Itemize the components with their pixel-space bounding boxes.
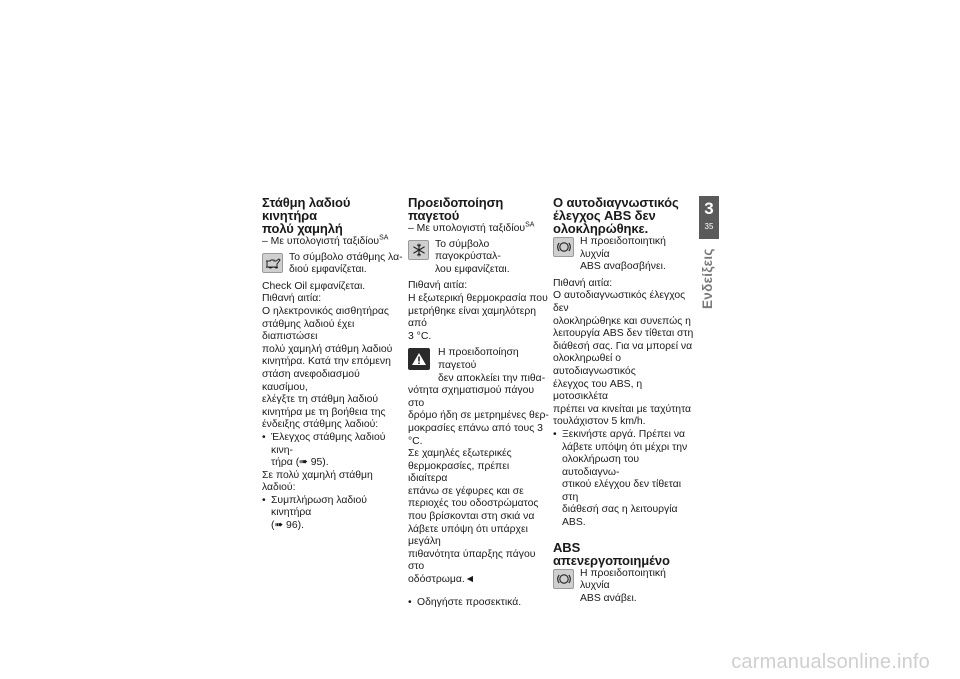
ice-caution-line: νότητα σχηματισμού πάγου στο (408, 385, 535, 409)
warning-triangle-icon (408, 348, 430, 370)
oil-topup-page-link[interactable]: (➠ 96). (271, 520, 304, 532)
abs-body (553, 278, 696, 429)
ice-caution-line-2: δεν αποκλείει την πιθα- (438, 372, 546, 384)
abs-selftest-title (553, 196, 696, 235)
ice-warning-section (408, 196, 551, 609)
oil-bullet2-line-1: Συμπλήρωση λαδιού κινητήρα (271, 494, 367, 519)
ice-caution-line: λάβετε υπόψη ότι υπάρχει μεγάλη (408, 523, 528, 548)
abs-line: ολοκληρώθηκε και συνεπώς η (553, 315, 691, 327)
oil-title-line-2: πολύ χαμηλή (262, 221, 343, 236)
ice-warning-title: Προειδοποίηση παγετού (408, 195, 504, 223)
oil-low-line: Σε πολύ χαμηλή στάθμη λαδιού: (262, 469, 373, 494)
oil-source-note (262, 236, 405, 249)
ice-caution-line: πιθανότητα ύπαρξης πάγου στο (408, 548, 536, 573)
abs-bullet-line: Ξεκινήστε αργά. Πρέπει να (562, 428, 686, 440)
ice-icon-row (408, 239, 551, 277)
oil-can-icon (262, 253, 283, 273)
bullet-dot-icon: • (408, 596, 412, 608)
ice-caution-line: Σε χαμηλές εξωτερικές (408, 448, 512, 460)
ice-icon-text (435, 239, 551, 277)
abs-off-icon-row (553, 568, 696, 606)
oil-icon-row (262, 252, 405, 277)
ice-drive-bullet-text: Οδηγήστε προσεκτικά. (417, 596, 522, 608)
abs-off-icon-text (580, 568, 696, 606)
abs-title-line-1: Ο αυτοδιαγνωστικός (553, 195, 679, 210)
abs-title-line-2: έλεγχος ABS δεν (553, 208, 656, 223)
chapter-tab (699, 196, 719, 239)
ice-icon-text-1: Το σύμβολο παγοκρύσταλ- (435, 238, 501, 263)
ice-drive-bullet (408, 597, 551, 610)
abs-line: λειτουργία ABS δεν τίθεται στη (553, 328, 694, 340)
abs-off-icon-text-2: ABS ανάβει. (580, 592, 637, 604)
oil-line: Check Oil εμφανίζεται. (262, 280, 366, 292)
abs-bullet-line: στικού ελέγχου δεν τίθεται στη (562, 479, 682, 503)
oil-icon-text-2: διού εμφανίζεται. (289, 264, 367, 276)
oil-icon-text-1: Το σύμβολο στάθμης λα- (289, 251, 403, 263)
oil-level-section (262, 196, 405, 533)
abs-title-line-3: ολοκληρώθηκε. (553, 221, 649, 236)
ice-source-sup: SA (525, 221, 535, 229)
oil-check-page-link[interactable]: τήρα (➠ 95). (271, 457, 329, 469)
oil-icon-text (289, 252, 405, 277)
chapter-side-label: Ενδείξεις (700, 248, 715, 309)
abs-icon-text-1: Η προειδοποιητική λυχνία (580, 236, 666, 260)
bullet-dot-icon: • (262, 431, 266, 443)
ice-icon-text-2: λου εμφανίζεται. (435, 263, 510, 275)
ice-caution-line: μοκρασίες επάνω από τους 3 °C. (408, 422, 543, 447)
abs-line: πρέπει να κινείται με ταχύτητα (553, 403, 692, 415)
abs-bullet-line: ολοκλήρωση του αυτοδιαγνω- (562, 454, 640, 478)
oil-level-title (262, 196, 405, 235)
ice-caution-row (408, 347, 551, 385)
oil-line: κινητήρα. Κατά την επόμενη (262, 356, 391, 368)
oil-check-bullet-text (271, 432, 405, 470)
ice-line: Πιθανή αιτία: (408, 280, 468, 292)
abs-start-bullet-text (562, 429, 696, 530)
ice-line: Η εξωτερική θερμοκρασία που (408, 292, 548, 304)
ice-caution-line-1: Η προειδοποίηση παγετού (438, 347, 519, 371)
abs-bullet-line: διάθεσή σας η λειτουργία ABS. (562, 504, 678, 529)
oil-line: στάση ανεφοδιασμού καυσίμου, (262, 368, 360, 393)
oil-body (262, 281, 405, 432)
oil-line: Ο ηλεκτρονικός αισθητήρας (262, 305, 389, 317)
watermark: carmanualsonline.info (731, 651, 930, 673)
ice-caution-line: δρόμο ήδη σε μετρημένες θερ- (408, 410, 549, 422)
oil-line: ένδειξης στάθμης λαδιού: (262, 419, 379, 431)
ice-caution-line: επάνω σε γέφυρες και σε (408, 485, 524, 497)
ice-caution-line: που βρίσκονται στη σκιά να (408, 511, 535, 523)
abs-line: τουλάχιστον 5 km/h. (553, 416, 646, 428)
abs-warning-lamp-icon (553, 569, 574, 589)
abs-start-bullet (553, 429, 696, 530)
abs-line: Ο αυτοδιαγνωστικός έλεγχος δεν (553, 290, 686, 314)
oil-check-bullet (262, 432, 405, 470)
oil-line: στάθμης λαδιού έχει διαπιστώσει (262, 318, 355, 343)
ice-body (408, 280, 551, 343)
abs-off-icon-text-1: Η προειδοποιητική λυχνία (580, 567, 666, 592)
abs-line: διάθεσή σας. Για να μπορεί να (553, 340, 693, 352)
abs-icon-row (553, 236, 696, 274)
oil-line: ελέγξτε τη στάθμη λαδιού (262, 394, 379, 406)
abs-icon-text-2: ABS αναβοσβήνει. (580, 261, 666, 273)
oil-bullet1-line-1: Έλεγχος στάθμης λαδιού κινη- (271, 431, 386, 456)
oil-line: πολύ χαμηλή στάθμη λαδιού (262, 343, 393, 355)
abs-warning-lamp-icon (553, 237, 574, 257)
abs-line: ολοκληρωθεί ο αυτοδιαγνωστικός (553, 353, 636, 377)
abs-bullet-line: λάβετε υπόψη ότι μέχρι την (562, 441, 688, 453)
oil-title-line-1: Στάθμη λαδιού κινητήρα (262, 195, 351, 223)
ice-caution-line: οδόστρωμα.◄ (408, 574, 476, 586)
abs-line: Πιθανή αιτία: (553, 277, 613, 289)
oil-line: κινητήρα με τη βοήθεια της (262, 406, 386, 418)
ice-line: μετρήθηκε είναι χαμηλότερη από (408, 305, 537, 330)
chapter-number: 3 (704, 199, 714, 218)
ice-caution-line: θερμοκρασίες, πρέπει ιδιαίτερα (408, 460, 510, 485)
snowflake-icon (408, 240, 429, 260)
oil-source-text: – Με υπολογιστή ταξιδίου (262, 236, 380, 247)
ice-line: 3 °C. (408, 330, 432, 342)
oil-topup-bullet-text (271, 495, 405, 533)
ice-caution-line: περιοχές του οδοστρώματος (408, 498, 539, 510)
oil-line: Πιθανή αιτία: (262, 293, 322, 305)
bullet-dot-icon: • (553, 428, 557, 440)
ice-source-note (408, 223, 551, 236)
abs-line: έλεγχος του ABS, η μοτοσικλέτα (553, 378, 643, 403)
oil-source-sup: SA (379, 234, 389, 242)
bullet-dot-icon: • (262, 494, 266, 506)
page-number: 35 (704, 222, 714, 231)
abs-section (553, 196, 696, 609)
oil-topup-bullet (262, 495, 405, 533)
ice-caution-head (438, 347, 551, 385)
ice-caution-body (408, 385, 551, 587)
abs-icon-text (580, 236, 696, 274)
ice-source-text: – Με υπολογιστή ταξιδίου (408, 223, 526, 234)
abs-off-title: ABS απενεργοποιημένο (553, 539, 670, 568)
